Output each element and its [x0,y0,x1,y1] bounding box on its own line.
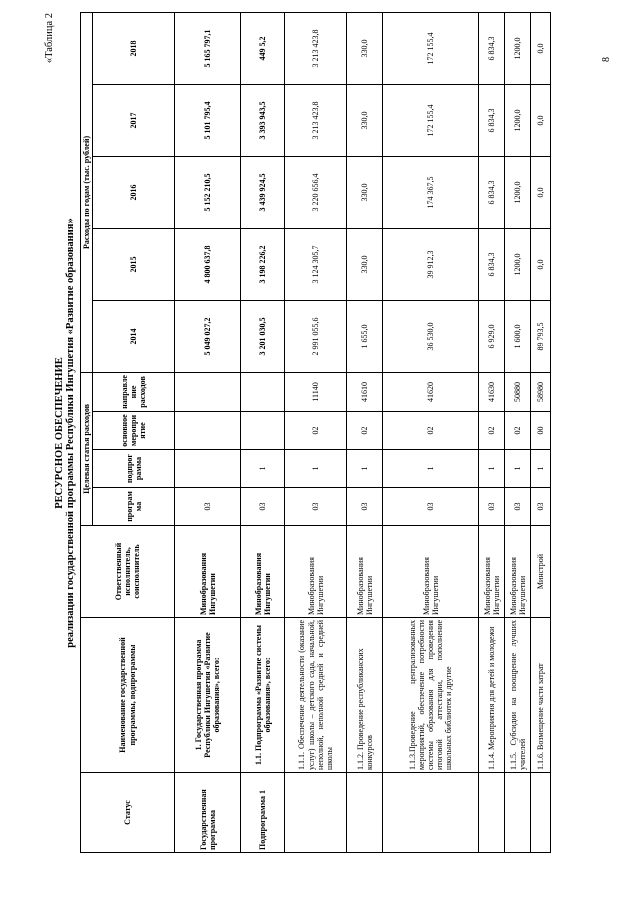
cell-direction: 58980 [531,372,551,411]
cell-value-2015: 6 834,3 [479,228,505,300]
header-expenses: Расходы по годам (тыс. рублей) [81,12,93,372]
table-row [505,12,531,852]
header-year-2016: 2016 [93,156,175,228]
cell-executor: Минобразования Ингушетии [285,526,347,618]
table-row [531,12,551,852]
cell-name: 1.1.6. Возмещение части затрат [531,618,551,773]
cell-executor: Минобразования Ингушетии [383,526,479,618]
cell-value-2016: 5 152 210,5 [175,156,241,228]
cell-direction [175,372,241,411]
cell-value-2018: 449 5,2 [241,12,285,84]
cell-value-2018: 330,0 [347,12,383,84]
cell-subprogram: 1 [531,450,551,488]
cell-main-event: 02 [285,412,347,450]
cell-program: 03 [531,488,551,526]
cell-main-event: 02 [347,412,383,450]
cell-status [479,773,505,853]
cell-program: 03 [505,488,531,526]
cell-value-2017: 1200,0 [505,84,531,156]
cell-name: 1. Государственная программа Республики Ингушетия «Развитие образования», всего: [175,618,241,773]
cell-value-2014: 3 201 030,5 [241,300,285,372]
cell-subprogram: 1 [285,450,347,488]
document-title: РЕСУРСНОЕ ОБЕСПЕЧЕНИЕ [54,357,65,509]
cell-executor: Минобразования Ингушетии [505,526,531,618]
cell-value-2016: 6 834,3 [479,156,505,228]
cell-subprogram: 1 [505,450,531,488]
cell-executor: Минстрой [531,526,551,618]
cell-direction [241,372,285,411]
cell-program: 03 [479,488,505,526]
cell-value-2014: 2 991 055,6 [285,300,347,372]
header-year-2017: 2017 [93,84,175,156]
cell-status [347,773,383,853]
cell-main-event: 02 [479,412,505,450]
cell-status [505,773,531,853]
header-year-2014: 2014 [93,300,175,372]
cell-value-2015: 4 800 637,8 [175,228,241,300]
header-year-2018: 2018 [93,12,175,84]
table-row [285,12,347,852]
cell-value-2014: 1 600,0 [505,300,531,372]
cell-value-2015: 0,0 [531,228,551,300]
cell-value-2016: 0,0 [531,156,551,228]
table-row [347,12,383,852]
header-year-2015: 2015 [93,228,175,300]
cell-direction: 41610 [347,372,383,411]
cell-value-2016: 330,0 [347,156,383,228]
cell-status: Государственная программа [175,773,241,853]
cell-main-event: 00 [531,412,551,450]
header-status: Статус [81,773,175,853]
header-target: Целевая статья расходов [81,372,93,525]
cell-program: 03 [241,488,285,526]
cell-status: Подпрограмма 1 [241,773,285,853]
cell-name: 1.1. Подпрограмма «Развитие системы образования», всего: [241,618,285,773]
cell-value-2015: 3 198 226,2 [241,228,285,300]
cell-value-2018: 3 213 423,8 [285,12,347,84]
cell-value-2015: 330,0 [347,228,383,300]
cell-value-2014: 5 049 027,2 [175,300,241,372]
cell-value-2017: 330,0 [347,84,383,156]
cell-value-2018: 0,0 [531,12,551,84]
cell-subprogram: 1 [347,450,383,488]
header-name: Наименование государственной программы, подпрограммы [81,618,175,773]
table-row [383,12,479,852]
header-executor: Ответственный исполнитель, соисполнитель [81,526,175,618]
cell-name: 1.1.1. Обеспечение деятельности (оказание услуг) школы – детского сада, начальной, неполной, неполной средней и средней школы [285,618,347,773]
cell-value-2017: 5 101 795,4 [175,84,241,156]
cell-value-2017: 3 213 423,8 [285,84,347,156]
cell-value-2015: 3 124 305,7 [285,228,347,300]
cell-value-2015: 1200,0 [505,228,531,300]
table-row [175,12,241,852]
cell-value-2017: 6 834,3 [479,84,505,156]
document-subtitle: реализации государственной программы Республики Ингушетия «Развитие образования» [65,218,76,648]
cell-name: 1.1.2. Проведение республиканских конкурсов [347,618,383,773]
cell-value-2015: 39 912,3 [383,228,479,300]
header-direction: направление расходов [93,372,175,411]
cell-status [383,773,479,853]
cell-status [531,773,551,853]
cell-value-2014: 6 929,0 [479,300,505,372]
cell-main-event: 02 [383,412,479,450]
cell-value-2017: 172 155,4 [383,84,479,156]
cell-direction: 41620 [383,372,479,411]
cell-value-2017: 0,0 [531,84,551,156]
cell-subprogram: 1 [383,450,479,488]
cell-value-2016: 174 367,5 [383,156,479,228]
cell-value-2014: 36 530,0 [383,300,479,372]
cell-main-event: 02 [505,412,531,450]
header-subprogram: подпрограмма [93,450,175,488]
cell-program: 03 [347,488,383,526]
cell-subprogram [175,450,241,488]
cell-value-2014: 1 655,0 [347,300,383,372]
cell-name: 1.1.5. Субсидии на поощрение лучших учителей [505,618,531,773]
table-row [479,12,505,852]
cell-subprogram: 1 [479,450,505,488]
cell-name: 1.1.3.Проведение централизованных мероприятий, обеспечение потребности системы образования для проведения итоговой аттестации, пополнение школьных библиотек и другие [383,618,479,773]
cell-value-2018: 1200,0 [505,12,531,84]
header-program: программа [93,488,175,526]
cell-direction: 41630 [479,372,505,411]
cell-value-2018: 5 165 797,1 [175,12,241,84]
rotated-page-content [44,13,551,853]
cell-direction: 50880 [505,372,531,411]
resource-table [80,12,551,853]
cell-subprogram: 1 [241,450,285,488]
cell-value-2016: 3 439 924,5 [241,156,285,228]
cell-status [285,773,347,853]
page-number: 8 [601,57,612,62]
cell-value-2016: 3 220 656,4 [285,156,347,228]
cell-executor: Минобразования Ингушетии [241,526,285,618]
table-label: «Таблица 2 [44,13,55,64]
cell-value-2017: 3 393 943,5 [241,84,285,156]
cell-executor: Минобразования Ингушетии [479,526,505,618]
cell-value-2018: 172 155,4 [383,12,479,84]
cell-name: 1.1.4. Мероприятия для детей и молодежи [479,618,505,773]
header-main-event: основное мероприятие [93,412,175,450]
cell-program: 03 [383,488,479,526]
cell-executor: Минобразования Ингушетии [347,526,383,618]
cell-main-event [241,412,285,450]
cell-direction: 11140 [285,372,347,411]
table-row [241,12,285,852]
cell-value-2014: 89 793,5 [531,300,551,372]
cell-main-event [175,412,241,450]
cell-program: 03 [285,488,347,526]
cell-executor: Минобразования Ингушетии [175,526,241,618]
cell-program: 03 [175,488,241,526]
cell-value-2018: 6 834,3 [479,12,505,84]
cell-value-2016: 1200,0 [505,156,531,228]
